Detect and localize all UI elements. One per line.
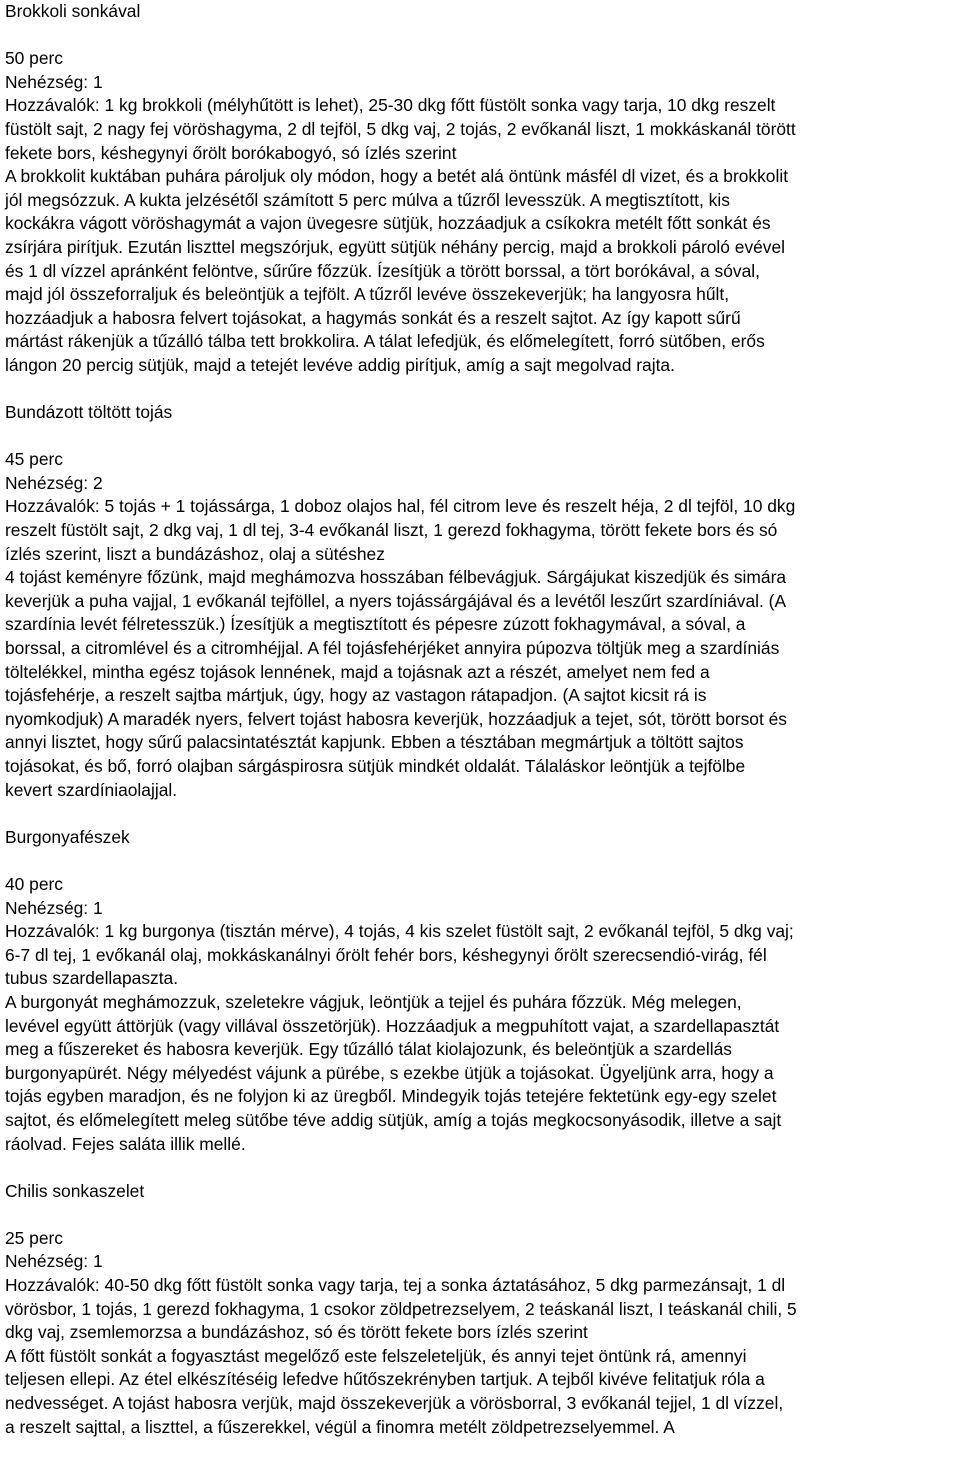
text-line: burgonyapürét. Négy mélyedést vájunk a pürébe, s ezekbe ütjük a tojásokat. Ügyeljünk arra, hogy a xyxy=(5,1062,774,1083)
text-line: kevert szardíniaolajjal. xyxy=(5,779,178,800)
text-line: füstölt sajt, 2 nagy fej vöröshagyma, 2 dl tejföl, 5 dkg vaj, 2 tojás, 2 evőkanál liszt, 1 mokkáskanál törött xyxy=(5,118,796,139)
text-line: keverjük a puha vajjal, 1 evőkanál tejföllel, a nyers tojássárgájával és a levétől leszűrt szardíniával. (A xyxy=(5,590,787,611)
text-line: tojásokat, és bő, forró olajban sárgáspirosra sütjük mindkét oldalát. Tálaláskor leöntjük a tejfölbe xyxy=(5,756,746,776)
recipe-difficulty: Nehézség: 2 xyxy=(5,472,103,493)
text-line: tubus szardellapaszta. xyxy=(5,968,179,989)
text-line: A brokkolit kuktában puhára pároljuk oly módon, hogy a betét alá öntünk másfél dl vizet, és a brokkolit xyxy=(5,166,789,187)
recipe-title: Burgonyafészek xyxy=(5,826,130,847)
text-line: fekete bors, késhegynyi őrölt borókabogyó, só ízlés szerint xyxy=(5,142,457,163)
text-line: majd jól összeforraljuk és beleöntjük a tejfölt. A tűzről levéve összekeverjük; ha langyosra hűlt, xyxy=(5,284,730,305)
recipe-chilis-sonkaszelet xyxy=(5,1180,960,1440)
text-line: vörösbor, 1 tojás, 1 gerezd fokhagyma, 1 csokor zöldpetrezselyem, 2 teáskanál liszt, I teáskanál chili, 5 xyxy=(5,1298,797,1319)
recipe-title: Brokkoli sonkával xyxy=(5,1,141,21)
blank-line xyxy=(5,849,960,873)
text-line: annyi lisztet, hogy sűrű palacsintatésztát kapjunk. Ebben a tésztában megmártjuk a töltött sajtos xyxy=(5,732,744,753)
recipe-difficulty: Nehézség: 1 xyxy=(5,71,103,92)
blank-line xyxy=(5,425,960,449)
text-line: töltelékkel, mintha egész tojások lennének, majd a tojásnak azt a részét, amelyet nem fed a xyxy=(5,661,710,682)
recipe-time: 25 perc xyxy=(5,1227,64,1248)
text-line: 4 tojást keményre főzünk, majd meghámozva hosszában félbevágjuk. Sárgájukat kiszedjük és simára xyxy=(5,567,787,588)
text-line: Hozzávalók: 5 tojás + 1 tojássárga, 1 doboz olajos hal, fél citrom leve és reszelt héja, 2 dl tejföl, 10 dkg xyxy=(5,496,796,517)
text-line: Hozzávalók: 1 kg burgonya (tisztán mérve), 4 tojás, 4 kis szelet füstölt sajt, 2 evőkanál tejföl, 5 dkg vaj; xyxy=(5,921,794,942)
text-line: meg a fűszereket és habosra keverjük. Egy tűzálló tálat kiolajozunk, és beleöntjük a szardellás xyxy=(5,1039,732,1060)
text-line: reszelt füstölt sajt, 2 dkg vaj, 1 dl tej, 3-4 evőkanál liszt, 1 gerezd fokhagyma, törött fekete bors és só xyxy=(5,520,778,541)
text-line: A burgonyát meghámozzuk, szeletekre vágjuk, leöntjük a tejjel és puhára főzzük. Még melegen, xyxy=(5,991,742,1012)
text-line: kockákra vágott vöröshagymát a vajon üvegesre sütjük, hozzáadjuk a csíkokra metélt főtt sonkát és xyxy=(5,213,771,234)
recipe-brokkoli xyxy=(5,0,960,378)
recipe-title: Chilis sonkaszelet xyxy=(5,1180,145,1201)
text-line: levével együtt áttörjük (vagy villával összetörjük). Hozzáadjuk a megpuhított vajat, a szardellapasztát xyxy=(5,1015,780,1036)
text-line: a reszelt sajttal, a liszttel, a fűszerekkel, végül a finomra metélt zöldpetrezselyemmel. A xyxy=(5,1416,675,1437)
text-line: nedvességet. A tojást habosra verjük, majd összekeverjük a vörösborral, 3 evőkanál tejjel, 1 dl vízzel, xyxy=(5,1393,784,1414)
text-line: tojásfehérje, a reszelt sajtba mártjuk, úgy, hogy az vastagon rátapadjon. (A sajtot kicsit rá is xyxy=(5,685,707,706)
blank-line xyxy=(5,1203,960,1227)
text-line: ízlés szerint, liszt a bundázáshoz, olaj a sütéshez xyxy=(5,543,385,564)
text-line: 6-7 dl tej, 1 evőkanál olaj, mokkáskanálnyi őrölt fehér bors, késhegynyi őrölt szerecsendió-virág, fél xyxy=(5,944,767,965)
text-line: teljesen ellepi. Az étel elkészítéséig lefedve hűtőszekrényben tartjuk. A tejből kivéve felitatjuk róla a xyxy=(5,1369,765,1390)
recipe-time: 40 perc xyxy=(5,873,64,894)
text-line: tojás egyben maradjon, és ne folyjon ki az üregből. Mindegyik tojás tetejére fektetünk egy-egy szelet xyxy=(5,1086,777,1107)
recipe-difficulty: Nehézség: 1 xyxy=(5,897,103,918)
text-line: borssal, a citromlével és a citromhéjjal. A fél tojásfehérjéket annyira púpozva töltjük meg a szardíniás xyxy=(5,638,780,659)
text-line: mártást rákenjük a tűzálló tálba tett brokkolira. A tálat lefedjük, és előmelegített, forró sütőben, erős xyxy=(5,331,765,352)
text-line: dkg vaj, zsemlemorzsa a bundázáshoz, só és törött fekete bors ízlés szerint xyxy=(5,1322,588,1343)
recipe-time: 50 perc xyxy=(5,48,64,69)
text-line: A főtt füstölt sonkát a fogyasztást megelőző este felszeleteljük, és annyi tejet öntünk rá, amennyi xyxy=(5,1345,747,1366)
text-line: lángon 20 percig sütjük, majd a tetejét levéve addig pirítjuk, amíg a sajt megolvad rajta. xyxy=(5,354,675,375)
text-line: és 1 dl vízzel apránként felöntve, sűrűre főzzük. Ízesítjük a törött borssal, a tört borókával, a sóval, xyxy=(5,260,760,281)
document-page xyxy=(5,0,960,1439)
text-line: Hozzávalók: 1 kg brokkoli (mélyhűtött is lehet), 25-30 dkg főtt füstölt sonka vagy tarja, 10 dkg reszelt xyxy=(5,95,776,116)
text-line: sajtot, és előmelegített meleg sütőbe téve addig sütjük, amíg a tojás megkocsonyásodik, illetve a sajt xyxy=(5,1109,782,1130)
text-line: nyomkodjuk) A maradék nyers, felvert tojást habosra keverjük, hozzáadjuk a tejet, sót, törött borsot és xyxy=(5,708,788,729)
blank-line xyxy=(5,24,960,48)
recipe-time: 45 perc xyxy=(5,449,64,470)
text-line: szardínia levét félretesszük.) Ízesítjük a megtisztított és pépesre zúzott fokhagymával, a sóval, a xyxy=(5,614,746,635)
recipe-difficulty: Nehézség: 1 xyxy=(5,1251,103,1272)
text-line: jól megsózzuk. A kukta jelzésétől számított 5 perc múlva a tűzről levesszük. A megtisztított, kis xyxy=(5,189,730,210)
text-line: ráolvad. Fejes saláta illik mellé. xyxy=(5,1133,246,1154)
text-line: hozzáadjuk a habosra felvert tojásokat, a hagymás sonkát és a reszelt sajtot. Az így kapott sűrű xyxy=(5,307,741,328)
recipe-burgonyafeszek xyxy=(5,826,960,1156)
recipe-bundazott-toltott-tojas xyxy=(5,401,960,802)
text-line: Hozzávalók: 40-50 dkg főtt füstölt sonka vagy tarja, tej a sonka áztatásához, 5 dkg parmezánsajt, 1 dl xyxy=(5,1275,786,1296)
text-line: zsírjára pirítjuk. Ezután liszttel megszórjuk, együtt sütjük néhány percig, majd a brokkoli pároló evével xyxy=(5,236,786,257)
recipe-title: Bundázott töltött tojás xyxy=(5,402,173,423)
